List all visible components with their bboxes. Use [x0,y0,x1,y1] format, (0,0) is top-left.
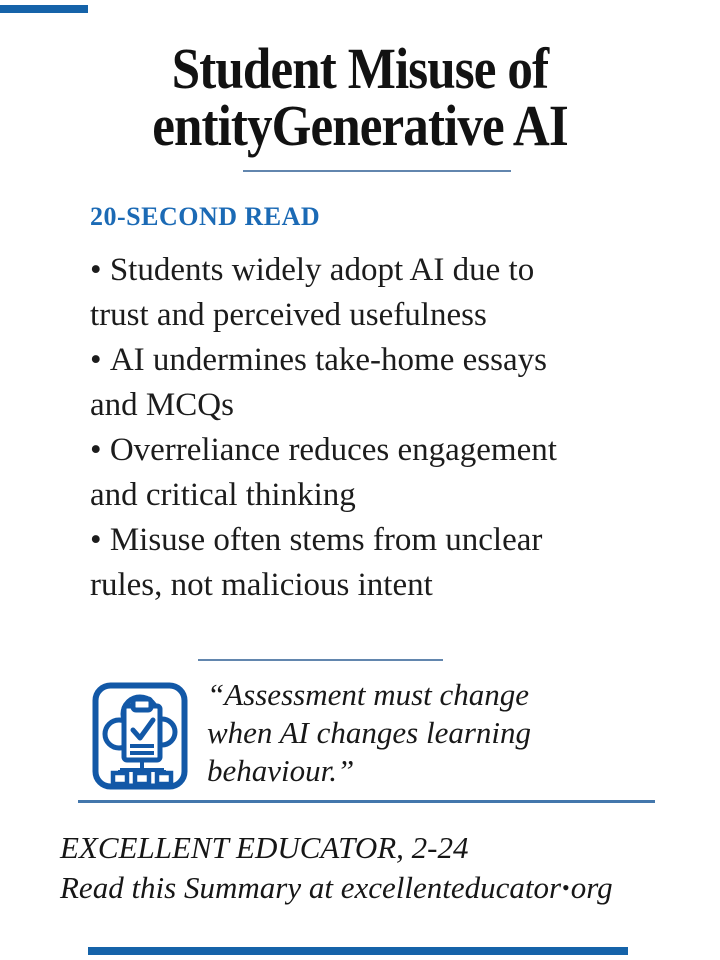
pull-quote [207,676,647,790]
footer-rule [78,800,655,803]
bullet-item-3-line-1: • Overreliance reduces engagement [90,432,557,468]
bullet-item-2-line-1: • AI undermines take-home essays [90,342,547,378]
footer [60,828,700,908]
bullet-item-2-line-2: and MCQs [90,387,234,423]
footer-url-dot: • [562,875,570,900]
bottom-accent-bar [88,947,628,955]
bullet-item-4-line-2: rules, not malicious intent [90,567,433,603]
quote-line-2: when AI changes learning [207,715,532,750]
quote-line-3: behaviour.” [207,753,355,788]
title-line-2: Generative AI [271,93,568,158]
bullet-marker: • [90,432,102,468]
bullet-item-1-line-2: trust and perceived usefulness [90,297,487,333]
footer-url-text: Read this Summary at excellenteducator [60,870,562,905]
clipboard-cloud-checklist-icon [92,682,188,790]
footer-url-tld: org [570,870,613,905]
bullet-marker: • [90,252,102,288]
kicker-label: 20-SECOND READ [90,202,321,231]
page-title: Student Misuse of entityGenerative AI [152,36,568,158]
footer-source-line: EXCELLENT EDUCATOR, 2-24 [60,830,469,865]
bullet-marker: • [90,342,102,378]
bullet-item-3-line-2: and critical thinking [90,477,356,513]
quote-line-1: “Assessment must change [207,677,530,712]
bullet-item-4-line-1: • Misuse often stems from unclear [90,522,543,558]
footer-url-line [60,868,700,908]
title-underline [243,170,511,172]
quote-top-rule [198,659,443,661]
summary-bullet-list [90,248,650,608]
bullet-marker: • [90,522,102,558]
top-accent-bar [0,5,88,13]
title-line-1: Student Misuse of [171,36,549,101]
bullet-item-1-line-1: • Students widely adopt AI due to [90,252,535,288]
